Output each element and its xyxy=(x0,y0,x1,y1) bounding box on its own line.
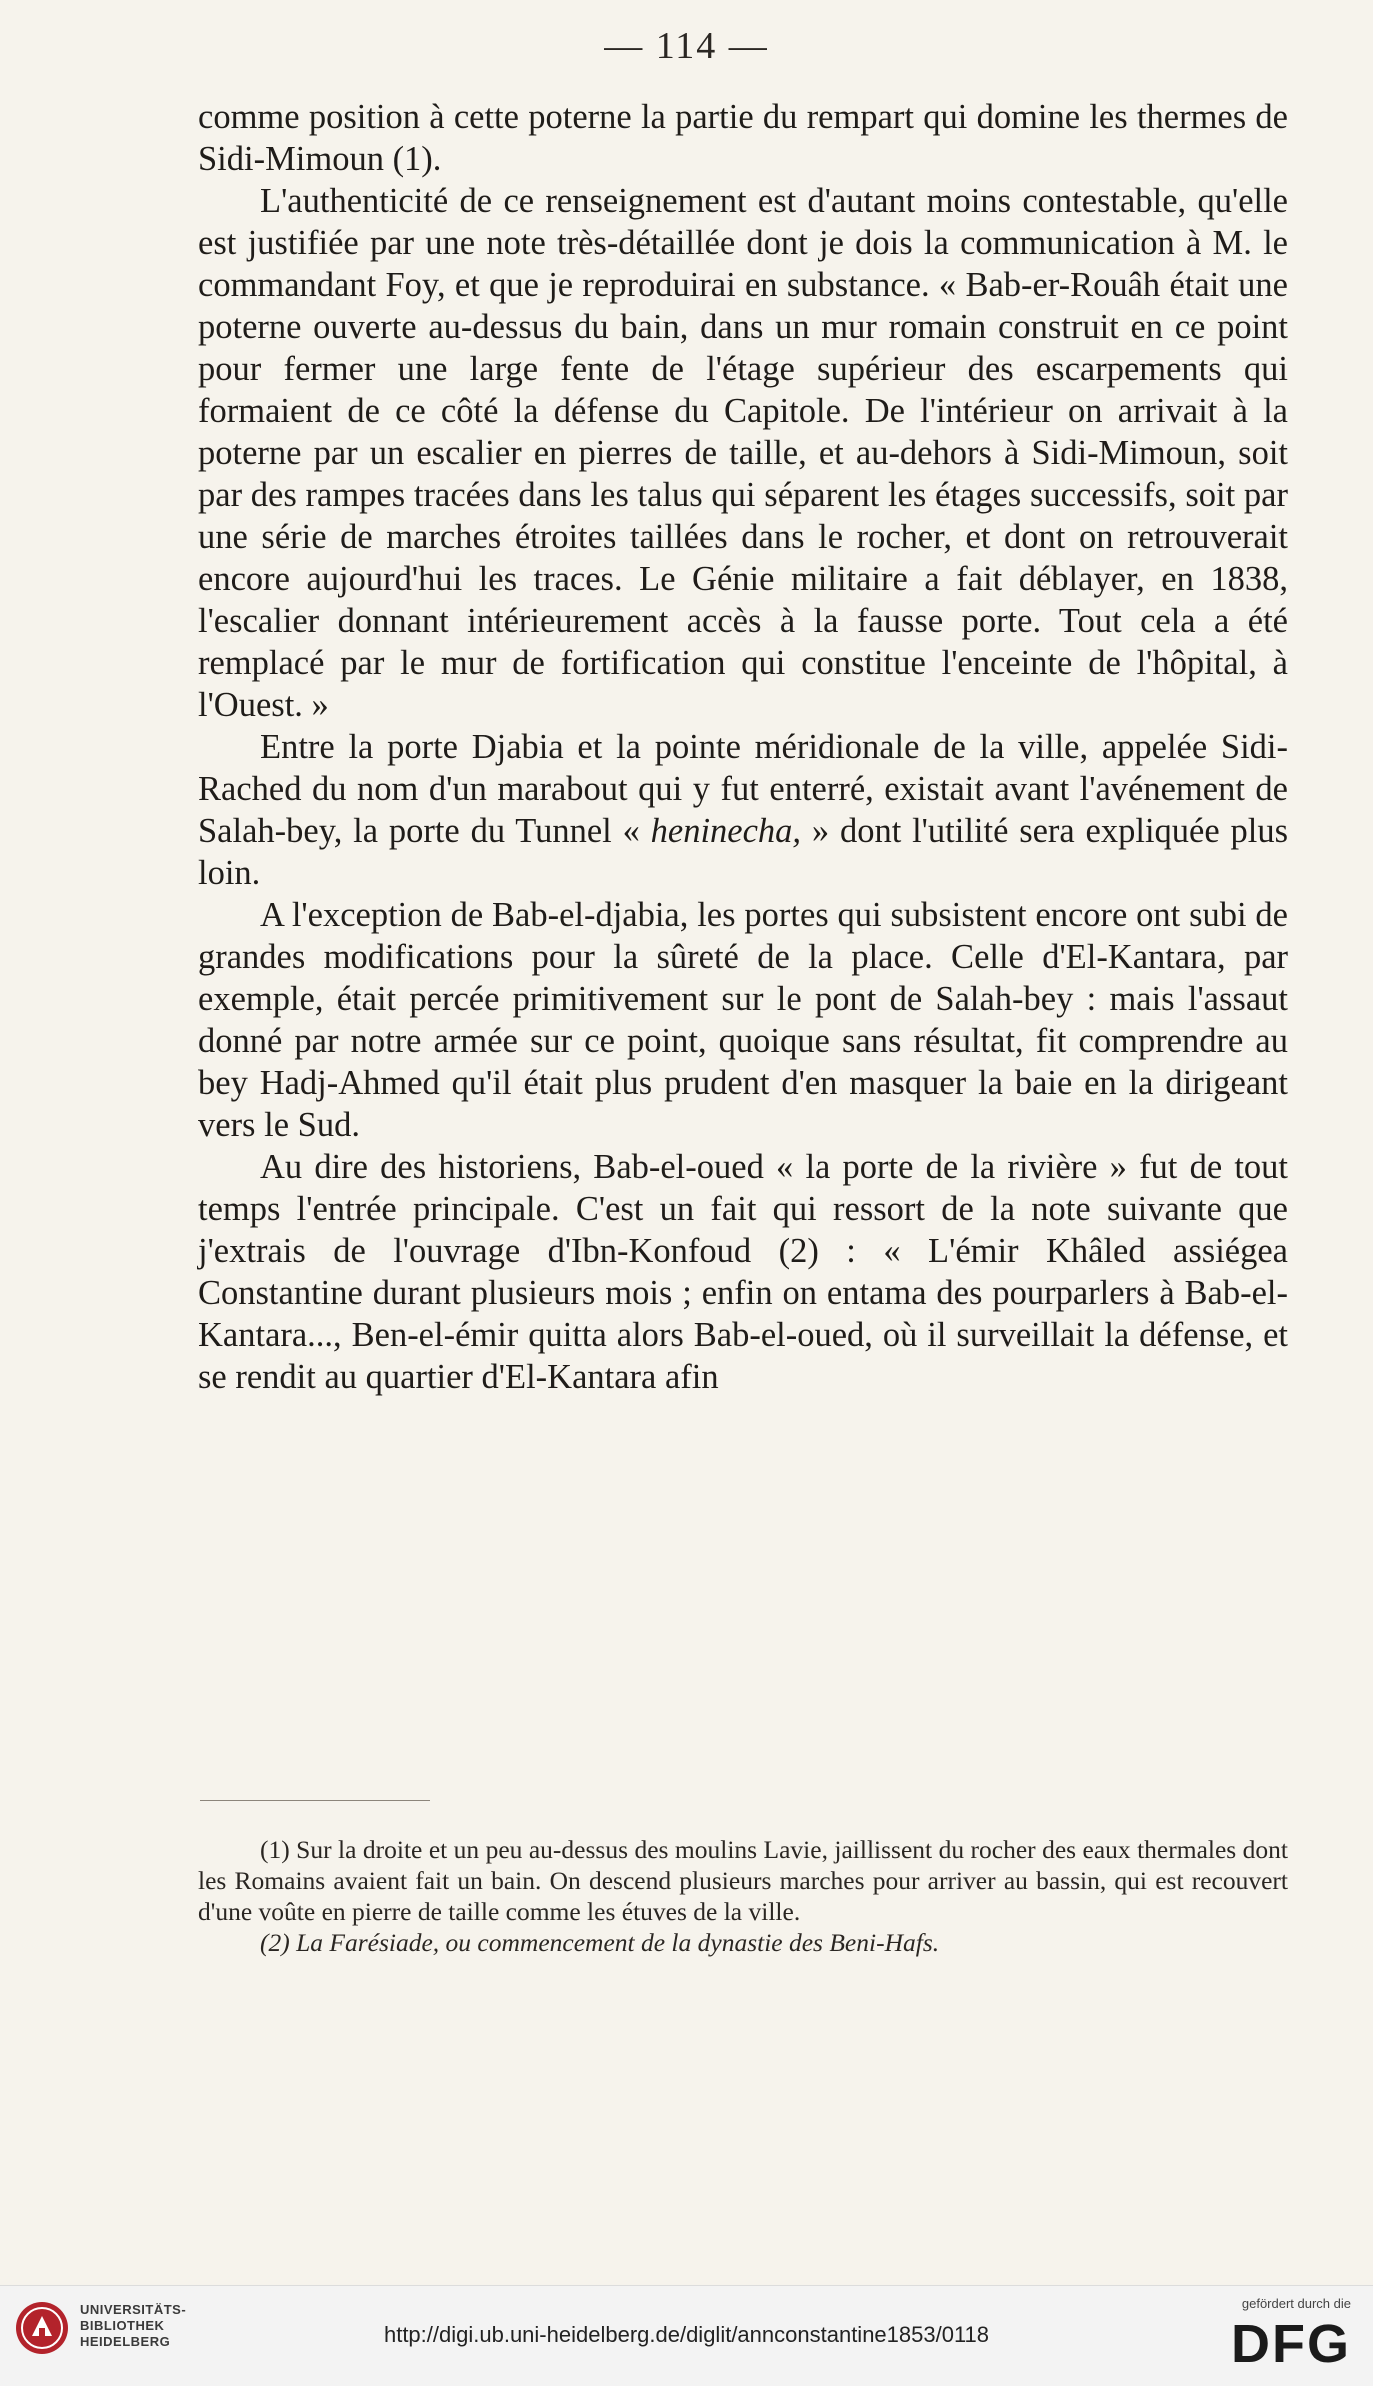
footnote-2: (2) La Farésiade, ou commencement de la dynastie des Beni-Hafs. xyxy=(260,1928,940,1957)
paragraph-2: L'authenticité de ce renseignement est d'autant moins contestable, qu'elle est justifiée par une note très-détaillée dont je dois la communication à M. le commandant Foy, et que je reproduirai en substance. « Bab-er-Rouâh était une poterne ouverte au-dessus du bain, dans un mur romain construit en ce point pour fermer une large fente de l'étage supérieur des escarpements qui formaient de ce côté la défense du Capitole. De l'intérieur on arrivait à la poterne par un escalier en pierres de taille, et au-dehors à Sidi-Mimoun, soit par des rampes tracées dans les talus qui séparent les étages successifs, soit par une série de marches étroites taillées dans le rocher, et dont on retrouverait encore aujourd'hui les traces. Le Génie militaire a fait déblayer, en 1838, l'escalier donnant intérieurement accès à la fausse porte. Tout cela a été remplacé par le mur de fortification qui constitue l'enceinte de l'hôpital, à l'Ouest. » xyxy=(198,182,1288,724)
footnotes xyxy=(198,1834,1288,1958)
page-number: — 114 — xyxy=(604,25,769,67)
dfg-logo: DFG xyxy=(1231,2314,1351,2374)
paragraph-5: Au dire des historiens, Bab-el-oued « la porte de la rivière » fut de tout temps l'entrée principale. C'est un fait qui ressort de la note suivante que j'extrais de l'ouvrage d'Ibn-Konfoud (2) : « L'émir Khâled assiégea Constantine durant plusieurs mois ; enfin on entama des pourparlers à Bab-el-Kantara..., Ben-el-émir quitta alors Bab-el-oued, où il surveillait la défense, et se rendit au quartier d'El-Kantara afin xyxy=(198,1148,1288,1396)
body-text xyxy=(198,96,1288,1398)
footnote-rule xyxy=(200,1800,430,1801)
page-url-link[interactable]: http://digi.ub.uni-heidelberg.de/diglit/annconstantine1853/0118 xyxy=(383,2322,990,2347)
viewer-footer xyxy=(0,2285,1373,2386)
paragraph-4: A l'exception de Bab-el-djabia, les portes qui subsistent encore ont subi de grandes modifications pour la sûreté de la place. Celle d'El-Kantara, par exemple, était percée primitivement sur le pont de Salah-bey : mais l'assaut donné par notre armée sur ce point, quoique sans résultat, fit comprendre au bey Hadj-Ahmed qu'il était plus prudent d'en masquer la baie en la dirigeant vers le Sud. xyxy=(198,896,1288,1144)
footnote-1: (1) Sur la droite et un peu au-dessus des moulins Lavie, jaillissent du rocher des eaux thermales dont les Romains avaient fait un bain. On descend plusieurs marches pour arriver au bassin, qui est recouvert d'une voûte en pierre de taille comme les étuves de la ville. xyxy=(198,1835,1288,1926)
paragraph-3-end: » dont l'utilité sera expliquée plus loin. xyxy=(198,812,1288,892)
paragraph-3-text: Entre la porte Djabia et la pointe méridionale de la ville, appelée Sidi-Rached du nom d'un marabout qui y fut enterré, existait avant l'avénement de Salah-bey, la porte du Tunnel « xyxy=(198,728,1288,850)
university-name: UNIVERSITÄTS- BIBLIOTHEK HEIDELBERG xyxy=(80,2302,187,2349)
paragraph-3-italic: heninecha, xyxy=(650,812,802,850)
funded-by-label: gefördert durch die xyxy=(1241,2296,1351,2311)
paragraph-1: comme position à cette poterne la partie du rempart qui domine les thermes de Sidi-Mimoun (1). xyxy=(198,98,1288,178)
paragraph-3 xyxy=(198,726,1288,894)
